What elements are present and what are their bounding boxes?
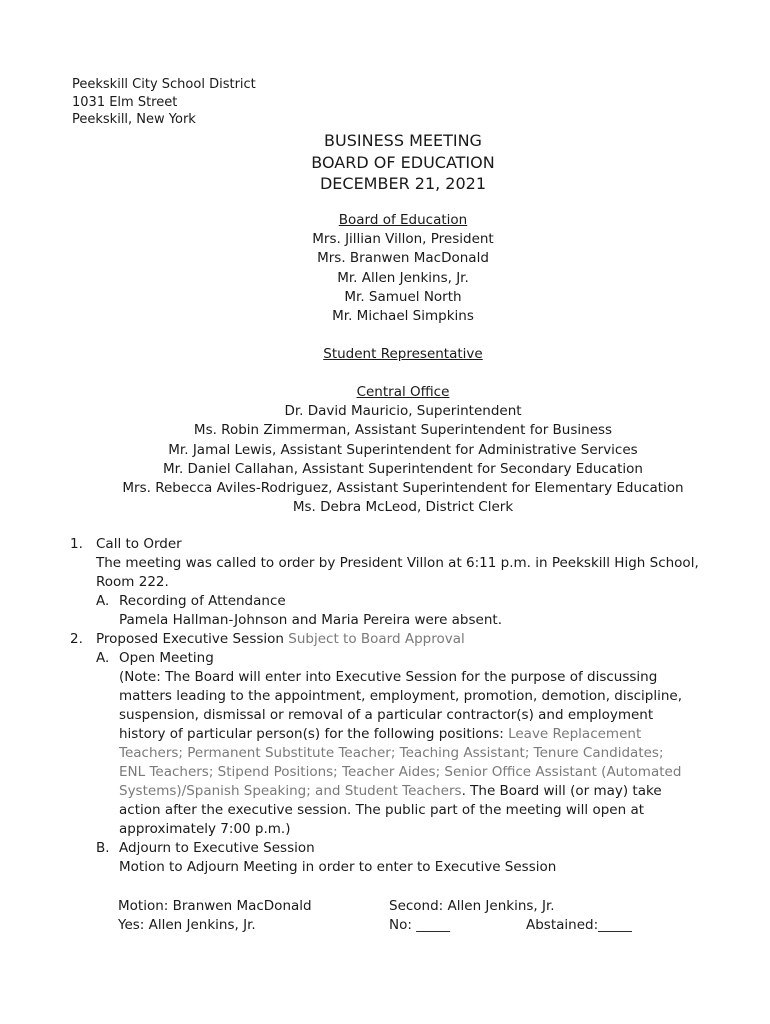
note-line — [119, 725, 750, 744]
abstained-votes: Abstained:_____ — [526, 917, 632, 933]
positions-text: Systems)/Spanish Speaking; and Student Teachers — [119, 783, 462, 799]
item-text: The meeting was called to order by President Villon at 6:11 p.m. in Peekskill High School, — [96, 555, 699, 571]
central-office-member: Dr. David Mauricio, Superintendent — [284, 403, 522, 420]
sub-item-2a — [70, 649, 750, 668]
positions-text: Leave Replacement — [508, 726, 642, 742]
central-office-heading: Central Office — [356, 384, 450, 400]
sub-item-label: A. — [96, 650, 110, 666]
note-line: matters leading to the appointment, employment, promotion, demotion, discipline, — [119, 688, 683, 704]
sub-item-title: Recording of Attendance — [119, 593, 286, 609]
positions-line: ENL Teachers; Stipend Positions; Teacher Aides; Senior Office Assistant (Automated — [119, 764, 682, 780]
central-office-member: Mrs. Rebecca Aviles-Rodriguez, Assistant Superintendent for Elementary Education — [122, 480, 684, 497]
board-heading: Board of Education — [338, 212, 468, 228]
street-address: 1031 Elm Street — [72, 94, 178, 110]
note-line: action after the executive session. The public part of the meeting will open at — [119, 802, 645, 818]
board-member: Mrs. Branwen MacDonald — [317, 250, 489, 267]
central-office-member: Ms. Robin Zimmerman, Assistant Superintendent for Business — [193, 422, 613, 439]
board-member: Mr. Michael Simpkins — [332, 308, 474, 325]
sub-item-title: Adjourn to Executive Session — [119, 840, 315, 856]
no-votes: No: _____ — [389, 917, 450, 933]
item-title-line — [96, 630, 750, 649]
central-office-roster — [0, 383, 770, 517]
meeting-title — [0, 130, 770, 195]
item-number: 1. — [70, 536, 83, 552]
item-text: Room 222. — [96, 574, 169, 590]
sub-item-text: Pamela Hallman-Johnson and Maria Pereira were absent. — [119, 612, 502, 628]
title-line-2: BOARD OF EDUCATION — [311, 152, 495, 172]
note-line — [119, 782, 750, 801]
title-line-3: DECEMBER 21, 2021 — [319, 174, 487, 193]
sub-item-title: Open Meeting — [119, 650, 214, 666]
sub-item-label: A. — [96, 593, 110, 609]
yes-votes: Yes: Allen Jenkins, Jr. — [118, 917, 256, 933]
central-office-member: Ms. Debra McLeod, District Clerk — [292, 499, 514, 516]
agenda-list — [70, 535, 750, 877]
student-rep-heading: Student Representative — [323, 346, 483, 362]
board-member: Mrs. Jillian Villon, President — [312, 231, 494, 248]
motion-by: Motion: Branwen MacDonald — [118, 898, 312, 914]
note-line: approximately 7:00 p.m.) — [119, 821, 291, 837]
board-roster — [0, 211, 770, 326]
sub-item-text: Motion to Adjourn Meeting in order to enter to Executive Session — [119, 859, 557, 875]
sub-item-label: B. — [96, 840, 110, 856]
second-by: Second: Allen Jenkins, Jr. — [389, 898, 555, 914]
board-member: Mr. Samuel North — [344, 288, 462, 305]
note-line: (Note: The Board will enter into Executive Session for the purpose of discussing — [119, 669, 658, 685]
positions-line: Teachers; Permanent Substitute Teacher; Teaching Assistant; Tenure Candidates; — [119, 745, 664, 761]
note-line: suspension, dismissal or removal of a particular contractor(s) and employment — [119, 707, 654, 723]
city-state: Peekskill, New York — [72, 112, 196, 127]
central-office-member: Mr. Daniel Callahan, Assistant Superintendent for Secondary Education — [163, 460, 643, 477]
board-member: Mr. Allen Jenkins, Jr. — [337, 269, 469, 286]
approval-note: Subject to Board Approval — [288, 631, 465, 647]
note-text: . The Board will (or may) take — [461, 783, 662, 799]
item-title: Call to Order — [96, 536, 182, 552]
sub-item-2b — [70, 839, 750, 858]
central-office-member: Mr. Jamal Lewis, Assistant Superintendent for Administrative Services — [168, 441, 638, 458]
title-line-1: BUSINESS MEETING — [324, 131, 482, 150]
sub-item-1a — [70, 592, 750, 611]
item-number: 2. — [70, 631, 83, 647]
item-title: Proposed Executive Session — [96, 631, 284, 647]
agenda-item-1 — [70, 535, 750, 554]
agenda-item-2 — [70, 630, 750, 649]
note-text: history of particular person(s) for the following positions: — [119, 726, 504, 742]
district-name: Peekskill City School District — [72, 77, 256, 92]
district-address — [72, 76, 256, 129]
